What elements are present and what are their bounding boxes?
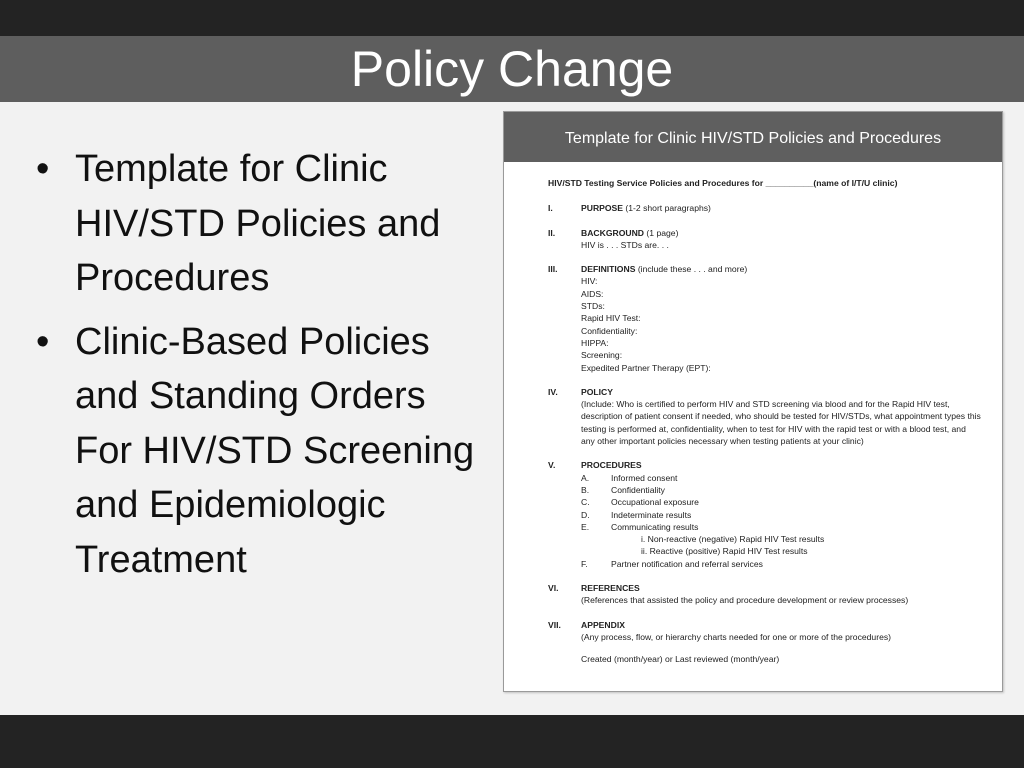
procedure-item — [581, 558, 982, 570]
bullet-dot-icon: • — [36, 320, 50, 363]
references-text: (References that assisted the policy and procedure development or review processes) — [581, 595, 909, 606]
section-title: POLICY — [581, 386, 613, 397]
procedure-text: Confidentiality — [611, 484, 665, 495]
bullet-item — [36, 315, 476, 588]
procedure-text: Indeterminate results — [611, 509, 692, 520]
section-title: PURPOSE — [581, 203, 624, 214]
procedure-item — [581, 509, 982, 521]
procedure-item — [581, 496, 982, 508]
section-line: HIV is . . . STDs are. . . — [581, 239, 669, 250]
section-number: III. — [548, 264, 558, 275]
bullet-item — [36, 142, 476, 306]
section-appendix — [548, 619, 982, 666]
procedure-item — [581, 521, 982, 533]
definition-term: STDs: — [581, 301, 605, 312]
section-note: (include these . . . and more) — [635, 264, 748, 275]
document-intro: HIV/STD Testing Service Policies and Procedures for __________(name of I/T/U clinic) — [548, 178, 898, 188]
section-note: (1 page) — [644, 227, 679, 238]
procedure-letter: D. — [581, 509, 590, 520]
procedure-text: Occupational exposure — [611, 497, 699, 508]
section-title: PROCEDURES — [581, 460, 642, 471]
procedure-item — [581, 472, 982, 484]
procedure-letter: E. — [581, 521, 590, 532]
definition-term: Rapid HIV Test: — [581, 313, 641, 324]
procedure-text: Informed consent — [611, 472, 678, 483]
section-background — [548, 227, 982, 252]
section-definitions — [548, 263, 982, 374]
procedure-letter: C. — [581, 497, 590, 508]
definition-term: Confidentiality: — [581, 325, 638, 336]
section-procedures — [548, 459, 982, 570]
section-number: VI. — [548, 583, 559, 594]
bottom-bar — [0, 715, 1024, 768]
procedure-letter: A. — [581, 472, 590, 483]
definition-term: AIDS: — [581, 288, 604, 299]
definition-term: Expedited Partner Therapy (EPT): — [581, 362, 711, 373]
definition-term: HIPPA: — [581, 337, 609, 348]
definition-term: Screening: — [581, 350, 623, 361]
procedure-subitem: i. Non-reactive (negative) Rapid HIV Test results — [641, 534, 825, 545]
template-document-image — [503, 111, 1003, 692]
section-number: IV. — [548, 386, 558, 397]
bullet-dot-icon: • — [36, 148, 50, 190]
bullet-list — [36, 142, 476, 596]
section-number: VII. — [548, 619, 561, 630]
slide-title: Policy Change — [0, 36, 1024, 102]
definition-term: HIV: — [581, 276, 598, 287]
section-purpose — [548, 202, 982, 214]
procedure-text: Communicating results — [611, 521, 699, 532]
procedure-text: Partner notification and referral services — [611, 558, 763, 569]
section-title: APPENDIX — [581, 619, 625, 630]
section-title: DEFINITIONS — [581, 264, 636, 275]
bullet-text: Template for Clinic HIV/STD Policies and Procedures — [75, 148, 441, 299]
appendix-text: (Any process, flow, or hierarchy charts needed for one or more of the procedures) — [581, 631, 892, 642]
top-bar — [0, 0, 1024, 36]
document-header: Template for Clinic HIV/STD Policies and Procedures — [504, 112, 1002, 162]
section-number: I. — [548, 203, 553, 214]
created-date-line: Created (month/year) or Last reviewed (month/year) — [581, 654, 780, 665]
procedure-item — [581, 484, 982, 496]
section-note: (1-2 short paragraphs) — [623, 203, 711, 214]
procedure-item — [581, 533, 982, 545]
procedure-letter: B. — [581, 484, 590, 495]
section-title: BACKGROUND — [581, 227, 645, 238]
document-body — [504, 162, 1002, 666]
bullet-text: Clinic-Based Policies and Standing Orders For HIV/STD Screening and Epidemiologic Treatment — [75, 320, 475, 581]
procedure-subitem: ii. Reactive (positive) Rapid HIV Test results — [641, 546, 808, 557]
section-references — [548, 582, 982, 607]
section-number: V. — [548, 460, 556, 471]
section-title: REFERENCES — [581, 583, 640, 594]
procedure-item — [581, 545, 982, 557]
section-policy — [548, 386, 982, 447]
policy-text: (Include: Who is certified to perform HIV and STD screening via blood and for the Rapid HIV test, description of patient consent if needed, who should be tested for HIV/STDs, what appointment types this testing is performed at, confidentiality, when to test for HIV with the rapid test or with a blood test, and any other important policies necessary when testing patients at your clinic) — [581, 399, 981, 447]
section-number: II. — [548, 227, 556, 238]
procedure-letter: F. — [581, 558, 588, 569]
